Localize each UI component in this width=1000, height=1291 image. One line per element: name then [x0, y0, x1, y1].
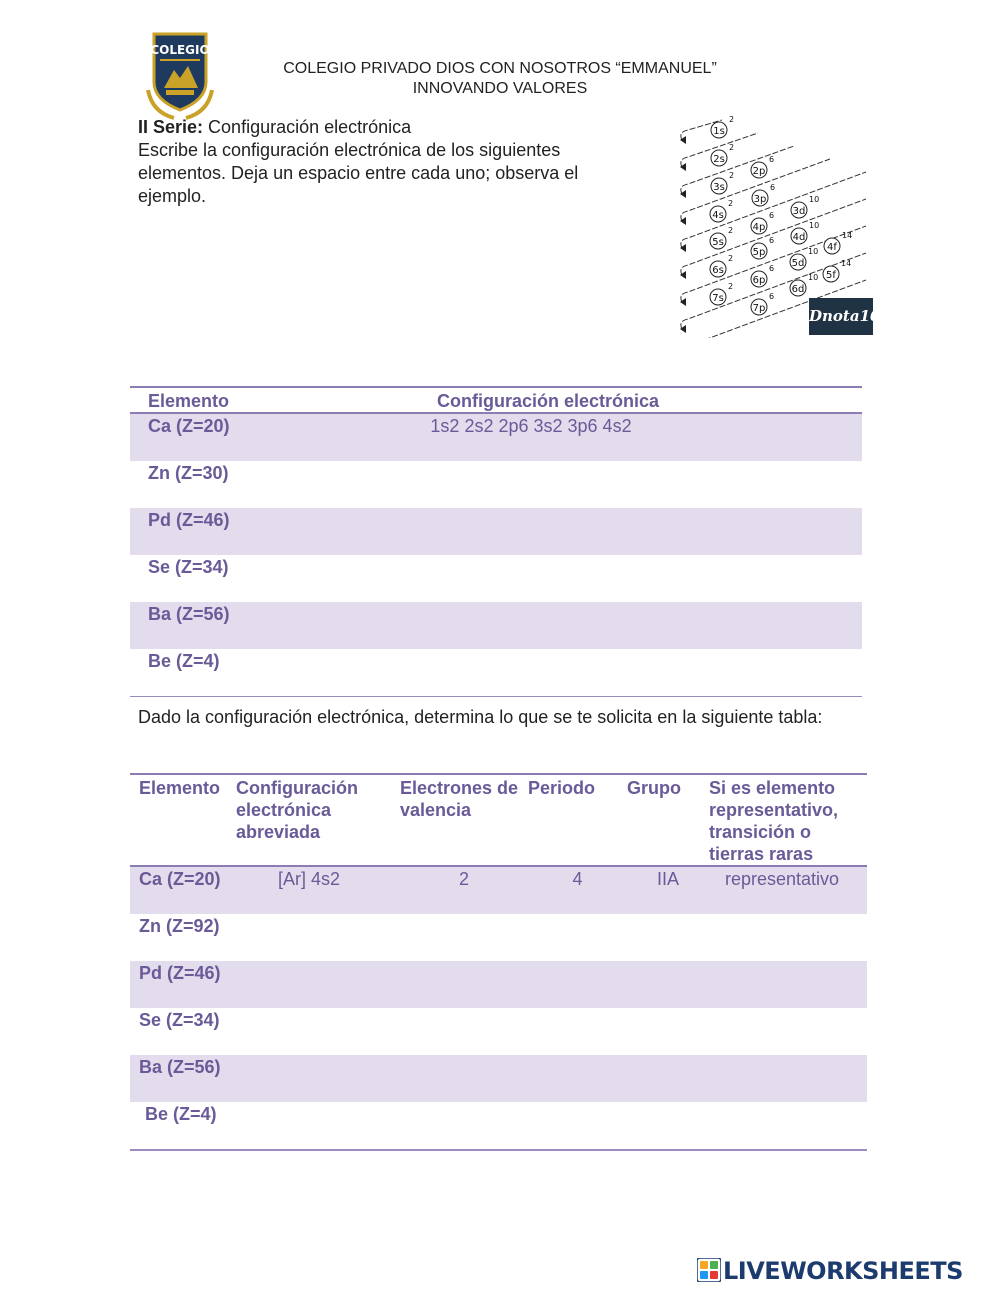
- orbital-7s: [710, 282, 733, 305]
- orbital-capacity: 2: [728, 282, 734, 291]
- group-answer[interactable]: IIA: [627, 866, 709, 914]
- orbital-capacity: 6: [770, 183, 776, 192]
- period-answer[interactable]: [528, 961, 627, 1008]
- abbrev-config-answer[interactable]: [236, 914, 400, 961]
- orbital-4s: [710, 199, 733, 222]
- valence-answer[interactable]: [400, 961, 528, 1008]
- table-row: [130, 555, 862, 602]
- config-answer[interactable]: [370, 555, 862, 602]
- orbital-label: 4s: [712, 210, 724, 221]
- table-row: [130, 649, 862, 697]
- element-cell: Ca (Z=20): [130, 866, 236, 914]
- group-answer[interactable]: [627, 914, 709, 961]
- orbital-label: 5s: [712, 237, 724, 248]
- table-row: [130, 1102, 867, 1150]
- orbital-label: 6d: [791, 284, 805, 295]
- element-cell: Be (Z=4): [130, 1102, 236, 1150]
- orbital-capacity: 6: [769, 155, 775, 164]
- orbital-label: 3d: [792, 206, 806, 217]
- orbital-label: 1s: [713, 126, 725, 137]
- orbital-label: 4d: [792, 232, 806, 243]
- orbital-5f: [823, 259, 851, 282]
- type-answer[interactable]: [709, 914, 867, 961]
- table-row: [130, 508, 862, 555]
- orbital-5s: [710, 226, 733, 249]
- header-element: Elemento: [130, 387, 370, 413]
- table-row: [130, 602, 862, 649]
- orbital-label: 7p: [752, 303, 766, 314]
- orbital-label: 6p: [752, 275, 766, 286]
- orbital-capacity: 6: [769, 264, 775, 273]
- logo-text: COLEGIO: [150, 43, 210, 57]
- type-answer[interactable]: [709, 1055, 867, 1102]
- orbital-capacity: 10: [809, 221, 820, 230]
- school-name: COLEGIO PRIVADO DIOS CON NOSOTROS “EMMANUEL”: [283, 60, 717, 77]
- abbrev-config-answer[interactable]: [236, 961, 400, 1008]
- section2-instructions: Dado la configuración electrónica, determina lo que se te solicita en la siguiente tabla:: [138, 707, 823, 727]
- orbital-capacity: 6: [769, 292, 775, 301]
- type-answer[interactable]: [709, 1102, 867, 1150]
- orbital-capacity: 2: [728, 226, 734, 235]
- period-answer[interactable]: [528, 1008, 627, 1055]
- group-answer[interactable]: [627, 1008, 709, 1055]
- orbital-label: 5p: [752, 247, 766, 258]
- orbital-label: 2p: [752, 166, 766, 177]
- header-config: Configuración electrónica: [370, 387, 862, 413]
- badge-square: [710, 1261, 718, 1269]
- config-table: [130, 386, 862, 697]
- properties-table: [130, 773, 867, 1151]
- table-row: [130, 866, 867, 914]
- orbital-2s: [711, 143, 734, 166]
- orbital-capacity: 2: [729, 171, 735, 180]
- orbital-7p: [751, 292, 774, 315]
- abbrev-config-answer[interactable]: [Ar] 4s2: [236, 866, 400, 914]
- orbital-label: 4f: [827, 242, 837, 253]
- liveworksheets-brand: [697, 1256, 997, 1286]
- config-answer[interactable]: 1s2 2s2 2p6 3s2 3p6 4s2: [370, 413, 862, 461]
- header-valence: Electrones de valencia: [400, 774, 528, 866]
- orbital-4f: [824, 231, 852, 254]
- properties-table-header: [130, 774, 867, 866]
- instructions-text: Escribe la configuración electrónica de los siguientes elementos. Deja un espacio entre cada uno; observa el ejemplo.: [138, 140, 579, 206]
- orbital-2p: [751, 155, 774, 178]
- orbital-capacity: 2: [729, 143, 735, 152]
- orbital-capacity: 10: [808, 273, 819, 282]
- table-row: [130, 461, 862, 508]
- orbital-label: 4p: [752, 222, 766, 233]
- config-answer[interactable]: [370, 602, 862, 649]
- table-row: [130, 1055, 867, 1102]
- config-answer[interactable]: [370, 508, 862, 555]
- element-cell: Ca (Z=20): [130, 413, 370, 461]
- orbital-capacity: 2: [728, 254, 734, 263]
- config-table-header: [130, 387, 862, 413]
- element-cell: Zn (Z=92): [139, 916, 220, 936]
- badge-square: [700, 1261, 708, 1269]
- period-answer[interactable]: [528, 1102, 627, 1150]
- orbital-4d: [791, 221, 819, 244]
- period-answer[interactable]: 4: [528, 866, 627, 914]
- orbital-capacity: 14: [842, 231, 853, 240]
- header-group: Grupo: [627, 774, 709, 866]
- group-answer[interactable]: [627, 961, 709, 1008]
- group-answer[interactable]: [627, 1102, 709, 1150]
- orbital-5d: [790, 247, 818, 270]
- header-type: Si es elemento representativo, transición o tierras raras: [709, 774, 867, 866]
- orbital-label: 7s: [712, 293, 724, 304]
- element-cell: Se (Z=34): [148, 557, 229, 577]
- section1-instructions: [138, 116, 638, 208]
- element-cell: Ba (Z=56): [130, 1055, 236, 1102]
- table-row: [130, 961, 867, 1008]
- element-cell: Ba (Z=56): [130, 602, 370, 649]
- valence-answer[interactable]: [400, 1055, 528, 1102]
- valence-answer[interactable]: [400, 1102, 528, 1150]
- period-answer[interactable]: [528, 914, 627, 961]
- orbital-5p: [751, 236, 774, 259]
- orbital-1s: [711, 115, 734, 138]
- orbital-capacity: 2: [729, 115, 735, 124]
- orbital-label: 3s: [713, 182, 725, 193]
- orbital-capacity: 10: [808, 247, 819, 256]
- type-answer[interactable]: [709, 961, 867, 1008]
- table-row: [130, 413, 862, 461]
- abbrev-config-answer[interactable]: [236, 1055, 400, 1102]
- table-row: [130, 1008, 867, 1055]
- period-answer[interactable]: [528, 1055, 627, 1102]
- badge-square: [710, 1271, 718, 1279]
- element-cell: Se (Z=34): [139, 1010, 220, 1030]
- valence-answer[interactable]: 2: [400, 866, 528, 914]
- watermark: Dnota10: [809, 298, 873, 335]
- orbital-label: 5f: [826, 270, 836, 281]
- orbital-capacity: 6: [769, 211, 775, 220]
- valence-answer[interactable]: [400, 1008, 528, 1055]
- brand-text: LIVEWORKSHEETS: [723, 1257, 963, 1285]
- school-motto: INNOVANDO VALORES: [412, 80, 588, 97]
- header-abbrev-config: Configuración electrónica abreviada: [236, 774, 400, 866]
- orbital-6s: [710, 254, 733, 277]
- orbital-3p: [752, 183, 775, 206]
- valence-answer[interactable]: [400, 914, 528, 961]
- orbital-capacity: 10: [809, 195, 820, 204]
- orbital-4p: [751, 211, 774, 234]
- orbital-capacity: 6: [769, 236, 775, 245]
- header-element: Elemento: [130, 774, 236, 866]
- element-cell: Zn (Z=30): [148, 463, 229, 483]
- badge-square: [700, 1271, 708, 1279]
- orbital-capacity: 2: [728, 199, 734, 208]
- group-answer[interactable]: [627, 1055, 709, 1102]
- abbrev-config-answer[interactable]: [236, 1102, 400, 1150]
- orbital-capacity: 14: [841, 259, 852, 268]
- table-row: [130, 914, 867, 961]
- orbital-label: 3p: [753, 194, 767, 205]
- orbital-label: 2s: [713, 154, 725, 165]
- element-cell: Pd (Z=46): [130, 961, 236, 1008]
- type-answer[interactable]: representativo: [709, 866, 867, 914]
- orbital-label: 5d: [791, 258, 805, 269]
- element-cell: Pd (Z=46): [130, 508, 370, 555]
- config-answer[interactable]: [370, 649, 862, 697]
- liveworksheets-logo-icon: [697, 1258, 721, 1282]
- element-cell: Be (Z=4): [130, 649, 370, 697]
- orbital-label: 6s: [712, 265, 724, 276]
- header-period: Periodo: [528, 774, 627, 866]
- config-answer[interactable]: [370, 461, 862, 508]
- series-title: Configuración electrónica: [208, 117, 412, 137]
- abbrev-config-answer[interactable]: [236, 1008, 400, 1055]
- series-label: II Serie:: [138, 117, 204, 137]
- type-answer[interactable]: [709, 1008, 867, 1055]
